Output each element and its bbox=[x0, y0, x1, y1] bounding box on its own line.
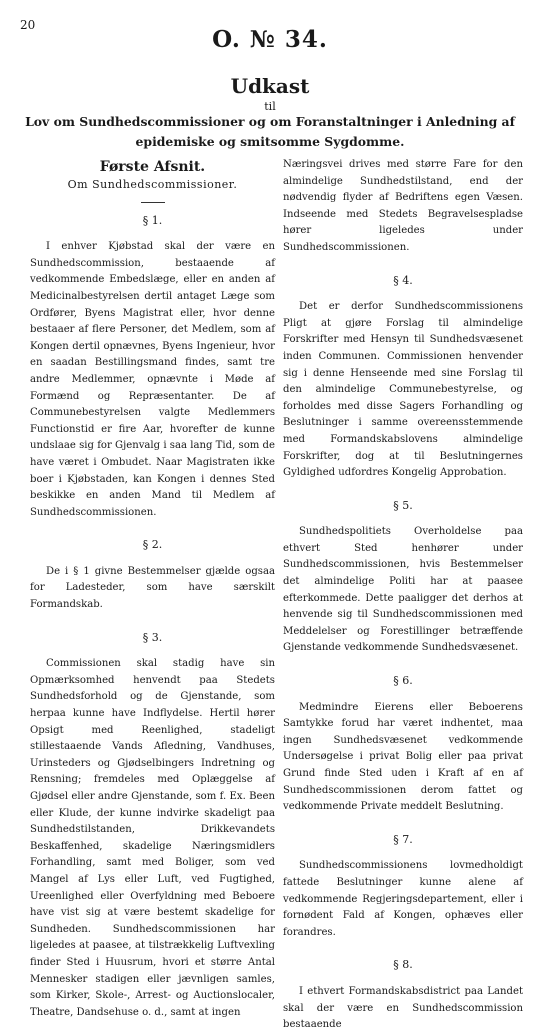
paragraph-heading: § 7. bbox=[393, 832, 413, 846]
left-column bbox=[30, 157, 275, 1018]
paragraph-text: De i § 1 givne Bestemmelser gjælde ogsaa for Ladesteder, som have særskilt Formandskab. bbox=[30, 565, 275, 611]
paragraph-heading: § 2. bbox=[142, 538, 163, 552]
paragraph-text: Sundhedscommissionens lovmedholdigt fattede Beslutninger kunne alene af vedkommende Regjeringsdepartement, eller i fornødent Fald af Kongen, ophæves eller forandres. bbox=[283, 860, 523, 938]
paragraph-text: Sundhedspolitiets Overholdelse paa ethvert Sted henhører under Sundhedscommissionen, hvis Bestemmelser det almindelige Politi har at paasee efterkommede. Dette paaligger det derhos at henvende sig til Sundhedscommissionen med Meddelelser og Forestillinger betræffende Gjenstande vedkommende Sundhedsvæsenet. bbox=[283, 526, 523, 654]
paragraph-heading: § 4. bbox=[393, 273, 413, 287]
document-number: O. № 34. bbox=[212, 26, 328, 53]
paragraph-heading: § 5. bbox=[393, 498, 413, 512]
paragraph-heading: § 3. bbox=[142, 630, 163, 644]
divider bbox=[141, 202, 165, 203]
page-number: 20 bbox=[20, 18, 36, 32]
paragraph-heading: § 1. bbox=[142, 213, 163, 227]
title-connector: til bbox=[264, 100, 276, 113]
section-subheading: Om Sundhedscommissioner. bbox=[67, 178, 238, 191]
paragraph-text: Det er derfor Sundhedscommissionens Pligt at gjøre Forslag til almindelige Forskrifter med Hensyn til Sundhedsvæsenet inden Communen. Commissionen henvender sig i denne Henseende med sine Forslag til den almindelige Communebestyrelse, og forholdes med disse Sagers Forhandling og Beslutninger i samme overeensstemmende med Formandskabslovens almindelige Forskrifter, dog at til Beslutningernes Gyldighed udfordres Kongelig Approbation. bbox=[283, 301, 523, 479]
paragraph-heading: § 6. bbox=[393, 674, 413, 688]
paragraph-text: I enhver Kjøbstad skal der være en Sundhedscommission, bestaaende af vedkommende Embedslæge, eller en anden af Medicinalbestyrelsen dertil antaget Læge som Ordfører, Byens Magistrat eller, hvor denne bestaaer af flere Personer, det Medlem, som af Kongen dertil opnævnes, Byens Ingenieur, hvor en saadan Bestillingsmand findes, samt tre andre Medlemmer, opnævnte i Møde af Formænd og Repræsentanter. De af Communebestyrelsen valgte Medlemmers Functionstid er fire Aar, hvorefter de kunne undslaae sig for Gjenvalg i saa lang Tid, som de have været i Ombudet. Naar Magistraten ikke boer i Kjøbstaden, kan Kongen i dennes Sted beskikke en anden Mand til Medlem af Sundhedscommissionen. bbox=[30, 241, 275, 518]
paragraph-continuation: Næringsvei drives med større Fare for den almindelige Sundhedstilstand, end der nødvendig flyder af Bedriftens egen Væsen. Indseende med Stedets Begravelsespladse hører ligeledes under Sundhedscommissionen. bbox=[283, 159, 523, 253]
paragraph-heading: § 8. bbox=[393, 958, 413, 972]
right-column bbox=[283, 157, 523, 1031]
paragraph-text: I ethvert Formandskabsdistrict paa Landet skal der være en Sundhedscommission bestaaende bbox=[283, 985, 523, 1031]
section-heading: Første Afsnit. bbox=[99, 159, 206, 175]
document-title: Udkast bbox=[230, 74, 310, 98]
paragraph-text: Medmindre Eierens eller Beboerens Samtykke forud har været indhentet, maa ingen Sundhedsvæsenet vedkommende Undersøgelse i privat Bolig eller paa privat Grund finde Sted uden i Kraft af en af Sundhedscommissionen derom fattet og vedkommende Private meddelt Beslutning. bbox=[283, 701, 523, 813]
law-title: Lov om Sundhedscommissioner og om Foranstaltninger i Anledning af epidemiske og smitsomme Sygdomme. bbox=[25, 114, 515, 149]
paragraph-text: Commissionen skal stadig have sin Opmærksomhed henvendt paa Stedets Sundhedsforhold og de Gjenstande, som herpaa kunne have Indflydelse. Hertil hører Opsigt med Reenlighed, stadeligt stillestaaende Vands Afledning, Vandhuses, Urinsteders og Gjødselbingers Indretning og Rensning; fremdeles med Oplæggelse af Gjødsel eller andre Gjenstande, som f. Ex. Been eller Klude, der kunne indvirke skadeligt paa Sundhedstilstanden, Drikkevandets Beskaffenhed, skadelige Næringsmidlers Forhandling, samt med Boliger, som ved Mangel af Lys eller Luft, ved Fugtighed, Ureenlighed eller Overfyldning med Beboere have vist sig at være bestemt skadelige for Sundheden. Sundhedscommissionen har ligeledes at paasee, at tilstrækkelig Luftvexling finder Sted i Huusrum, hvori et større Antal Mennesker stadigen eller jævnligen samles, som Kirker, Skole-, Arrest- og Auctionslocaler, Theatre, Dandsehuse o. d., samt at ingen bbox=[30, 658, 275, 1018]
